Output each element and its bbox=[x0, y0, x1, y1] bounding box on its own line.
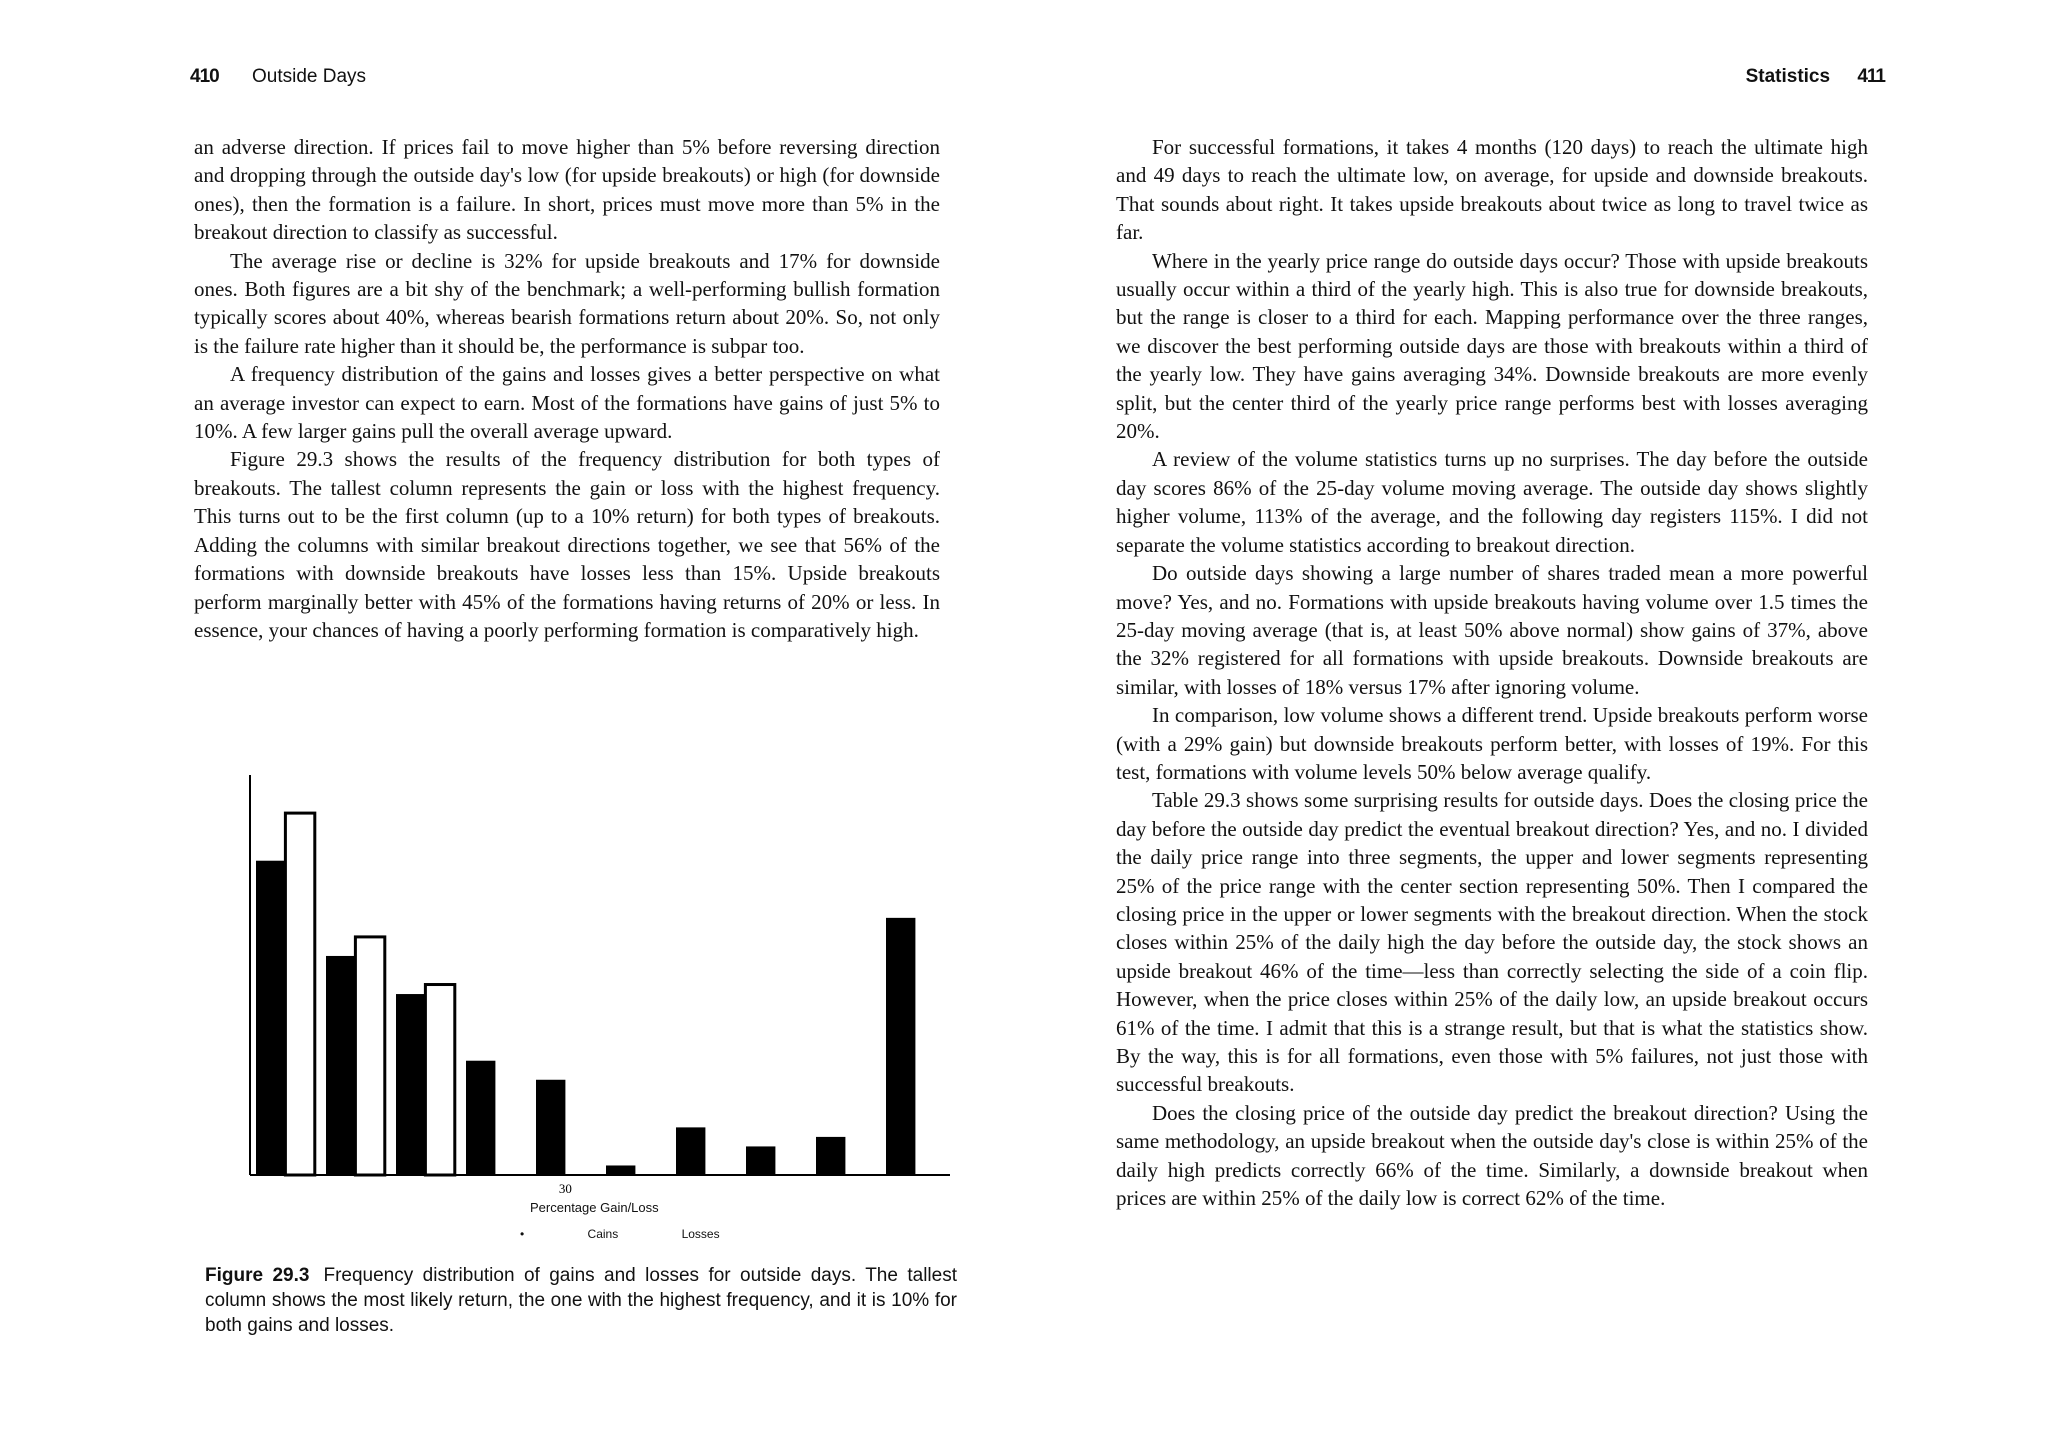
frequency-chart bbox=[190, 755, 970, 1195]
paragraph: Where in the yearly price range do outside days occur? Those with upside breakouts usually occur within a third of the yearly high. This is also true for downside breakouts, but the range is closer to a third for each. Mapping performance over the three ranges, we discover the best performing outside days are those with breakouts within a third of the yearly low. They have gains averaging 34%. Downside breakouts are more evenly split, but the center third of the yearly price range performs best with losses averaging 20%. bbox=[1116, 248, 1868, 444]
legend-losses: Losses bbox=[681, 1227, 720, 1241]
paragraph: A review of the volume statistics turns up no surprises. The day before the outside day scores 86% of the 25-day volume moving average. The outside day shows slightly higher volume, 113% of the average, and the following day registers 115%. I did not separate the volume statistics according to breakout direction. bbox=[1116, 447, 1868, 557]
paragraph: A frequency distribution of the gains and losses gives a better perspective on what an average investor can expect to earn. Most of the formations have gains of just 5% to 10%. A few larger gains pull the overall average upward. bbox=[194, 362, 940, 444]
chart-legend bbox=[520, 1227, 780, 1241]
paragraph: Table 29.3 shows some surprising results for outside days. Does the closing price the day before the outside day predict the eventual breakout direction? Yes, and no. I divided the daily price range into three segments, the upper and lower segments representing 25% of the price range with the center section representing 50%. Then I compared the closing price in the upper or lower segments with the breakout direction. When the stock closes within 25% of the daily high the day before the outside day, the stock shows an upside breakout 46% of the time—less than correctly selecting the side of a coin flip. However, when the price closes within 25% of the daily low, an upside breakout occurs 61% of the time. I admit that this is a strange result, but that is what the statistics show. By the way, this is for all formations, even those with 5% failures, not just those with successful breakouts. bbox=[1116, 788, 1868, 1097]
loss-bar bbox=[285, 813, 314, 1175]
loss-bar bbox=[355, 937, 384, 1175]
paragraph: The average rise or decline is 32% for upside breakouts and 17% for downside ones. Both figures are a bit shy of the benchmark; a well-performing bullish formation typically scores about 40%, whereas bearish formations return about 20%. So, not only is the failure rate higher than it should be, the performance is subpar too. bbox=[194, 248, 940, 358]
gain-bar bbox=[256, 861, 285, 1175]
right-page-header bbox=[1746, 66, 1885, 88]
gain-bar bbox=[816, 1137, 845, 1175]
x-tick-label: 30 bbox=[558, 1181, 572, 1195]
paragraph: Does the closing price of the outside day predict the breakout direction? Using the same methodology, an upside breakout when the outside day's close is within 25% of the daily high predicts correctly 66% of the time. Similarly, a downside breakout when prices are within 25% of the daily low is correct 62% of the time. bbox=[1116, 1100, 1868, 1211]
gain-bar bbox=[536, 1080, 565, 1175]
paragraph: For successful formations, it takes 4 months (120 days) to reach the ultimate high and 49 days to reach the ultimate low, on average, for upside and downside breakouts. That sounds about right. It takes upside breakouts about twice as long to travel twice as far. bbox=[1116, 135, 1868, 245]
left-page-number: 410 bbox=[190, 66, 219, 87]
x-axis-title: Percentage Gain/Loss bbox=[530, 1200, 659, 1215]
legend-bullet: • bbox=[520, 1227, 525, 1241]
caption-text: Frequency distribution of gains and losses for outside days. The tallest column shows the most likely return, the one with the highest frequency, and it is 10% for both gains and losses. bbox=[205, 1265, 957, 1336]
left-column-text bbox=[194, 133, 940, 644]
gain-bar bbox=[886, 918, 915, 1175]
legend-gains: Cains bbox=[587, 1227, 619, 1241]
figure-label: Figure 29.3 bbox=[205, 1265, 310, 1286]
left-page-header bbox=[190, 66, 366, 88]
figure-caption bbox=[205, 1263, 957, 1338]
paragraph: an adverse direction. If prices fail to move higher than 5% before reversing direction and dropping through the outside day's low (for upside breakouts) or high (for downside ones), then the formation is a failure. In short, prices must move more than 5% in the breakout direction to classify as successful. bbox=[194, 135, 940, 245]
figure-29-3 bbox=[190, 755, 970, 1255]
gain-bar bbox=[326, 956, 355, 1175]
gain-bar bbox=[746, 1146, 775, 1175]
paragraph: Do outside days showing a large number of shares traded mean a more powerful move? Yes, and no. Formations with upside breakouts having volume over 1.5 times the 25-day moving average (that is, at least 50% above normal) show gains of 37%, above the 32% registered for all formations with upside breakouts. Downside breakouts are similar, with losses of 18% versus 17% after ignoring volume. bbox=[1116, 561, 1868, 699]
loss-bar bbox=[425, 985, 454, 1175]
right-page-number: 411 bbox=[1857, 66, 1885, 87]
gain-bar bbox=[676, 1127, 705, 1175]
left-running-title: Outside Days bbox=[251, 66, 367, 87]
right-running-title: Statistics bbox=[1745, 66, 1831, 87]
right-column-text bbox=[1116, 133, 1868, 1212]
gain-bar bbox=[466, 1061, 495, 1175]
gain-bar bbox=[606, 1165, 635, 1175]
paragraph: Figure 29.3 shows the results of the frequency distribution for both types of breakouts. The tallest column represents the gain or loss with the highest frequency. This turns out to be the first column (up to a 10% return) for both types of breakouts. Adding the columns with similar breakout directions together, we see that 56% of the formations with downside breakouts have losses less than 15%. Upside breakouts perform marginally better with 45% of the formations having returns of 20% or less. In essence, your chances of having a poorly performing formation is comparatively high. bbox=[194, 447, 940, 642]
gain-bar bbox=[396, 994, 425, 1175]
paragraph: In comparison, low volume shows a different trend. Upside breakouts perform worse (with a 29% gain) but downside breakouts perform better, with losses of 19%. For this test, formations with volume levels 50% below average qualify. bbox=[1116, 703, 1868, 784]
